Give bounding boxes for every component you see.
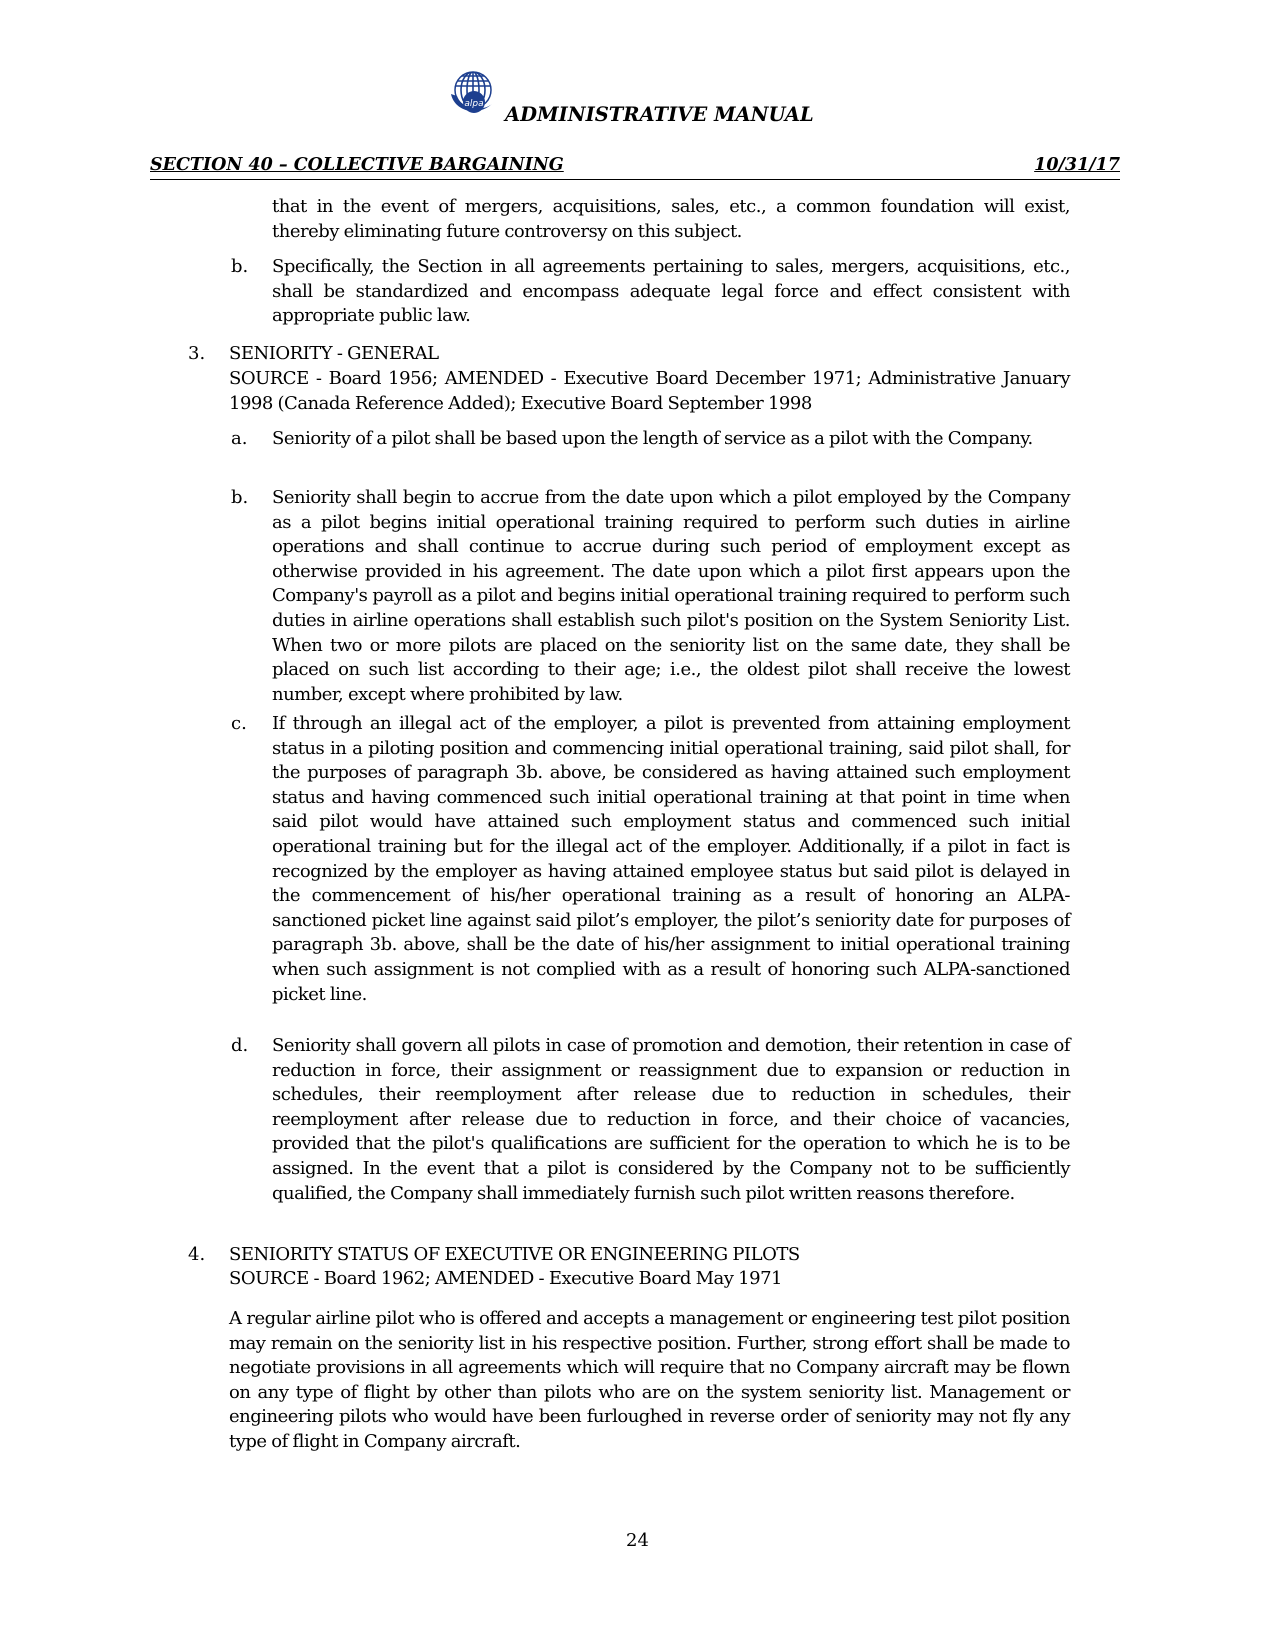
- section-header: [150, 153, 1120, 180]
- item-3b-text: Seniority shall begin to accrue from the date upon which a pilot employed by the Company as a pilot begins initial operational training required to perform such duties in airline operations and shall continue to accrue during such period of employment except as otherwise provided in his agreement. The date upon which a pilot first appears upon the Company's payroll as a pilot and begins initial operational training required to perform such duties in airline operations shall establish such pilot's position on the System Seniority List. When two or more pilots are placed on the seniority list on the same date, they shall be placed on such list according to their age; i.e., the oldest pilot shall receive the lowest number, except where prohibited by law.: [272, 487, 1070, 705]
- item-3d-text: Seniority shall govern all pilots in case of promotion and demotion, their retention in case of reduction in force, their assignment or reassignment due to expansion or reduction in schedules, their reemployment after release due to reduction in schedules, their reemployment after release due to reduction in force, and their choice of vacancies, provided that the pilot's qualifications are sufficient for the operation to which he is to be assigned. In the event that a pilot is considered by the Company not to be sufficiently qualified, the Company shall immediately furnish such pilot written reasons therefore.: [272, 1035, 1070, 1204]
- page-number: 24: [626, 1530, 649, 1551]
- section-number: 4.: [188, 1244, 206, 1265]
- item-label: b.: [231, 256, 249, 277]
- section-source: SOURCE - Board 1956; AMENDED - Executive Board December 1971; Administrative January 1998 (Canada Reference Added); Executive Board September 1998: [229, 368, 1070, 414]
- item-3a-text: Seniority of a pilot shall be based upon the length of service as a pilot with the Company.: [272, 428, 1033, 449]
- section-4-body: A regular airline pilot who is offered and accepts a management or engineering test pilot position may remain on the seniority list in his respective position. Further, strong effort shall be made to negotiate provisions in all agreements which will require that no Company aircraft may be flown on any type of flight by other than pilots who are on the system seniority list. Management or engineering pilots who would have been furloughed in reverse order of seniority may not fly any type of flight in Company aircraft.: [229, 1308, 1070, 1452]
- item-label: b.: [231, 487, 249, 508]
- continuation-paragraph: that in the event of mergers, acquisitions, sales, etc., a common foundation will exist, thereby eliminating future controversy on this subject.: [272, 196, 1070, 242]
- manual-title: ADMINISTRATIVE MANUAL: [505, 103, 814, 126]
- item-2b-text: Specifically, the Section in all agreements pertaining to sales, mergers, acquisitions, etc., shall be standardized and encompass adequate legal force and effect consistent with appropriate public law.: [272, 256, 1070, 327]
- revision-date: 10/31/17: [1034, 155, 1120, 175]
- item-label: a.: [231, 428, 248, 449]
- section-title: SECTION 40 – COLLECTIVE BARGAINING: [150, 155, 564, 175]
- svg-text:alpa: alpa: [464, 99, 484, 109]
- item-label: d.: [231, 1035, 249, 1056]
- section-source: SOURCE - Board 1962; AMENDED - Executive Board May 1971: [229, 1268, 782, 1289]
- item-label: c.: [231, 713, 247, 734]
- section-heading: SENIORITY - GENERAL: [229, 343, 439, 364]
- section-number: 3.: [188, 343, 206, 364]
- section-heading: SENIORITY STATUS OF EXECUTIVE OR ENGINEERING PILOTS: [229, 1244, 800, 1265]
- alpa-logo: [448, 66, 498, 118]
- item-3c-text: If through an illegal act of the employer, a pilot is prevented from attaining employment status in a piloting position and commencing initial operational training, said pilot shall, for the purposes of paragraph 3b. above, be considered as having attained such employment status and having commenced such initial operational training at that point in time when said pilot would have attained such employment status and commenced such initial operational training but for the illegal act of the employer. Additionally, if a pilot in fact is recognized by the employer as having attained employee status but said pilot is delayed in the commencement of his/her operational training as a result of honoring an ALPA-sanctioned picket line against said pilot’s employer, the pilot’s seniority date for purposes of paragraph 3b. above, shall be the date of his/her assignment to initial operational training when such assignment is not complied with as a result of honoring such ALPA-sanctioned picket line.: [272, 713, 1070, 1005]
